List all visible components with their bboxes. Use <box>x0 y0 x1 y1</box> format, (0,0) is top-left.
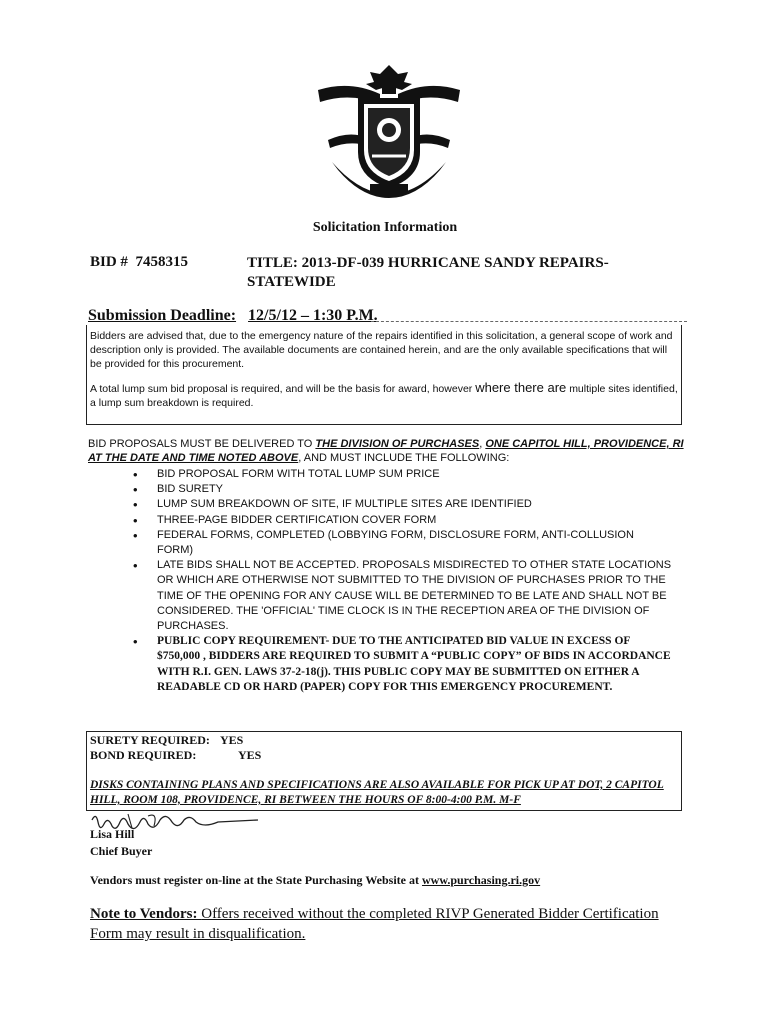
surety-label: SURETY REQUIRED: <box>90 733 210 747</box>
notice-p2-emphasis: where there are <box>475 380 567 395</box>
notice-box <box>86 325 682 425</box>
signer-role: Chief Buyer <box>90 844 153 858</box>
proposals-instructions <box>88 437 688 465</box>
bid-label: BID # <box>90 254 128 270</box>
list-item: • THREE-PAGE BIDDER CERTIFICATION COVER FORM <box>133 513 673 528</box>
signer-block <box>90 826 152 860</box>
requirements-list <box>133 467 673 695</box>
proposals-comma: , <box>479 438 483 450</box>
list-item: • LUMP SUM BREAKDOWN OF SITE, IF MULTIPLE SITES ARE IDENTIFIED <box>133 497 673 512</box>
bid-number-value: 7458315 <box>135 254 188 270</box>
solicitation-title: Solicitation Information <box>312 220 458 235</box>
disks-notice <box>90 778 680 808</box>
bond-label: BOND REQUIRED: <box>90 748 197 762</box>
note-text: Offers received without the completed RIVP Generated Bidder Certification Form may result in disqualification. <box>90 906 659 942</box>
bond-value: YES <box>238 748 262 762</box>
deadline-label: Submission Deadline: <box>88 307 237 324</box>
delivery-address: ONE CAPITOL HILL, PROVIDENCE, RI AT THE DATE AND TIME NOTED ABOVE <box>88 438 684 464</box>
submission-deadline <box>88 307 378 325</box>
notice-p2-start: A total lump sum bid proposal is required, and will be the basis for award, however <box>90 383 473 395</box>
surety-value: YES <box>220 733 244 747</box>
vendor-registration <box>90 873 540 888</box>
notice-paragraph-2 <box>90 381 678 410</box>
bid-title <box>247 254 667 292</box>
disks-text: DISKS CONTAINING PLANS AND SPECIFICATIONS ARE ALSO AVAILABLE FOR PICK UP AT DOT, 2 CAPITOL HILL, ROOM 108, PROVIDENCE, RI BETWEEN THE HOURS OF 8:00-4:00 P.M. M-F <box>90 779 664 806</box>
note-label: Note to Vendors: <box>90 906 198 922</box>
notice-paragraph-1: Bidders are advised that, due to the emergency nature of the repairs identified in this solicitation, a general scope of work and description only is provided. The available documents are contained herein, and are the only available specifications that will be provided for this procurement. <box>90 330 673 370</box>
deadline-divider <box>371 321 687 322</box>
purchasing-website-link[interactable]: www.purchasing.ri.gov <box>422 873 541 887</box>
title-text: 2013-DF-039 HURRICANE SANDY REPAIRS-STATEWIDE <box>247 255 609 290</box>
vendors-text: Vendors must register on-line at the State Purchasing Website at <box>90 873 419 887</box>
list-item: • LATE BIDS SHALL NOT BE ACCEPTED. PROPOSALS MISDIRECTED TO OTHER STATE LOCATIONS OR WHICH ARE OTHERWISE NOT SUBMITTED TO THE DIVISION OF PURCHASES PRIOR TO THE TIME OF THE OPENING FOR ANY CAUSE WILL BE DETERMINED TO BE LATE AND SHALL NOT BE CONSIDERED. THE 'OFFICIAL' TIME CLOCK IS IN THE RECEPTION AREA OF THE DIVISION OF PURCHASES. <box>133 558 673 634</box>
signer-name: Lisa Hill <box>90 827 135 841</box>
list-item: • FEDERAL FORMS, COMPLETED (LOBBYING FORM, DISCLOSURE FORM, ANTI-COLLUSION FORM) <box>133 528 673 558</box>
state-seal-icon <box>310 60 468 200</box>
deadline-value: 12/5/12 – 1:30 P.M. <box>248 307 378 324</box>
list-item: • BID SURETY <box>133 482 673 497</box>
list-item: • PUBLIC COPY REQUIREMENT- DUE TO THE ANTICIPATED BID VALUE IN EXCESS OF $750,000 , BIDDERS ARE REQUIRED TO SUBMIT A “PUBLIC COPY” OF BIDS IN ACCORDANCE WITH R.I. GEN. LAWS 37-2-18(j). THIS PUBLIC COPY MAY BE SUBMITTED ON EITHER A READABLE CD OR HARD (PAPER) COPY FOR THIS EMERGENCY PROCUREMENT. <box>133 634 673 695</box>
bid-number <box>90 254 188 271</box>
list-item: • BID PROPOSAL FORM WITH TOTAL LUMP SUM PRICE <box>133 467 673 482</box>
proposals-outro: , AND MUST INCLUDE THE FOLLOWING: <box>298 452 510 464</box>
title-label: TITLE: <box>247 255 298 271</box>
notice-p2-end: multiple sites identified, a lump sum breakdown is required. <box>90 383 678 409</box>
surety-row <box>90 733 261 748</box>
proposals-intro: BID PROPOSALS MUST BE DELIVERED TO <box>88 438 313 450</box>
surety-requirements <box>90 733 261 763</box>
bond-row <box>90 748 261 763</box>
note-to-vendors <box>90 904 690 944</box>
division-of-purchases: THE DIVISION OF PURCHASES <box>315 438 480 450</box>
